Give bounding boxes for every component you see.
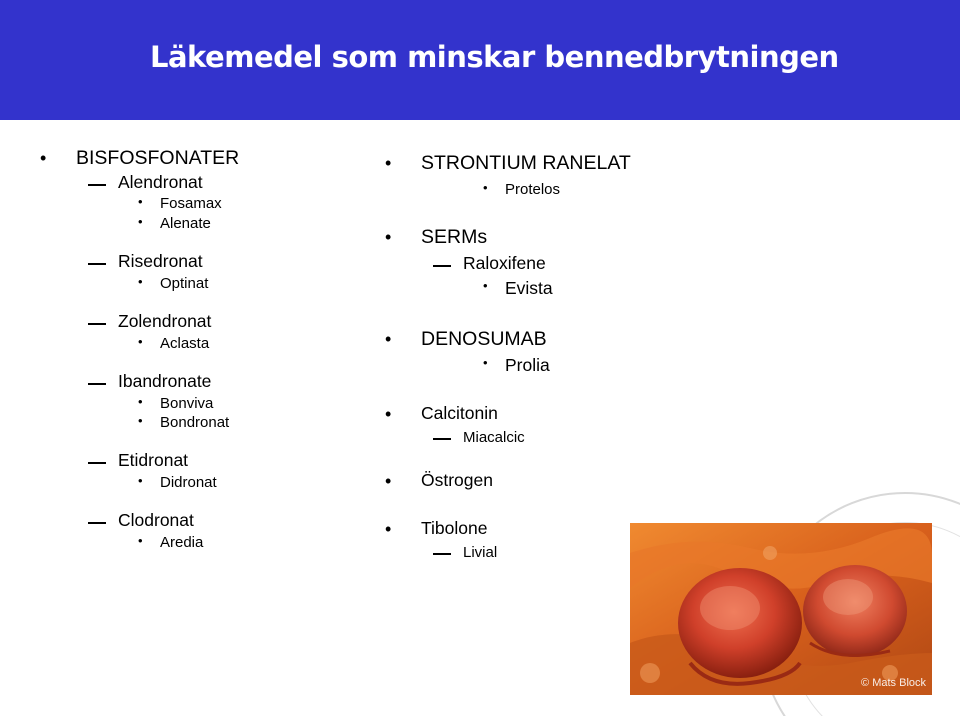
brand-bonviva: • Bonviva xyxy=(160,396,213,411)
drug-clodronat: Clodronat xyxy=(118,510,194,530)
drug-etidronat: Etidronat xyxy=(118,450,189,470)
brand-evista: • Evista xyxy=(505,280,553,298)
drug-ibandronate: Ibandronate xyxy=(118,371,212,391)
bisfosfonater-heading: • BISFOSFONATER xyxy=(76,149,239,169)
title-bar xyxy=(0,0,960,120)
denosumab-heading: • DENOSUMAB xyxy=(421,330,547,350)
drug-alendronat: Alendronat xyxy=(118,172,203,192)
strontium-ranelat-heading: • STRONTIUM RANELAT xyxy=(421,154,631,174)
brand-alenate: • Alenate xyxy=(160,216,211,231)
brand-aclasta: • Aclasta xyxy=(160,336,209,351)
brand-protelos: • Protelos xyxy=(505,182,560,197)
drug-zolendronat: Zolendronat xyxy=(118,311,212,331)
drug-miacalcic: Miacalcic xyxy=(463,429,525,446)
brand-aredia: • Aredia xyxy=(160,535,203,550)
brand-didronat: • Didronat xyxy=(160,475,217,490)
ostrogen-heading: • Östrogen xyxy=(421,472,493,490)
serms-heading: • SERMs xyxy=(421,228,487,248)
osteoclast-micrograph xyxy=(630,523,932,695)
micrograph-illustration xyxy=(630,523,932,695)
drug-raloxifene: Raloxifene xyxy=(463,253,546,273)
tibolone-heading: • Tibolone xyxy=(421,520,487,538)
calcitonin-heading: • Calcitonin xyxy=(421,405,498,423)
slide-title: Läkemedel som minskar bennedbrytningen xyxy=(150,40,839,74)
brand-optinat: • Optinat xyxy=(160,276,208,291)
photo-copyright: © Mats Block xyxy=(861,677,926,689)
brand-bondronat: • Bondronat xyxy=(160,415,229,430)
brand-prolia: • Prolia xyxy=(505,357,550,375)
brand-fosamax: • Fosamax xyxy=(160,196,222,211)
drug-livial: Livial xyxy=(463,544,498,561)
drug-risedronat: Risedronat xyxy=(118,251,203,271)
